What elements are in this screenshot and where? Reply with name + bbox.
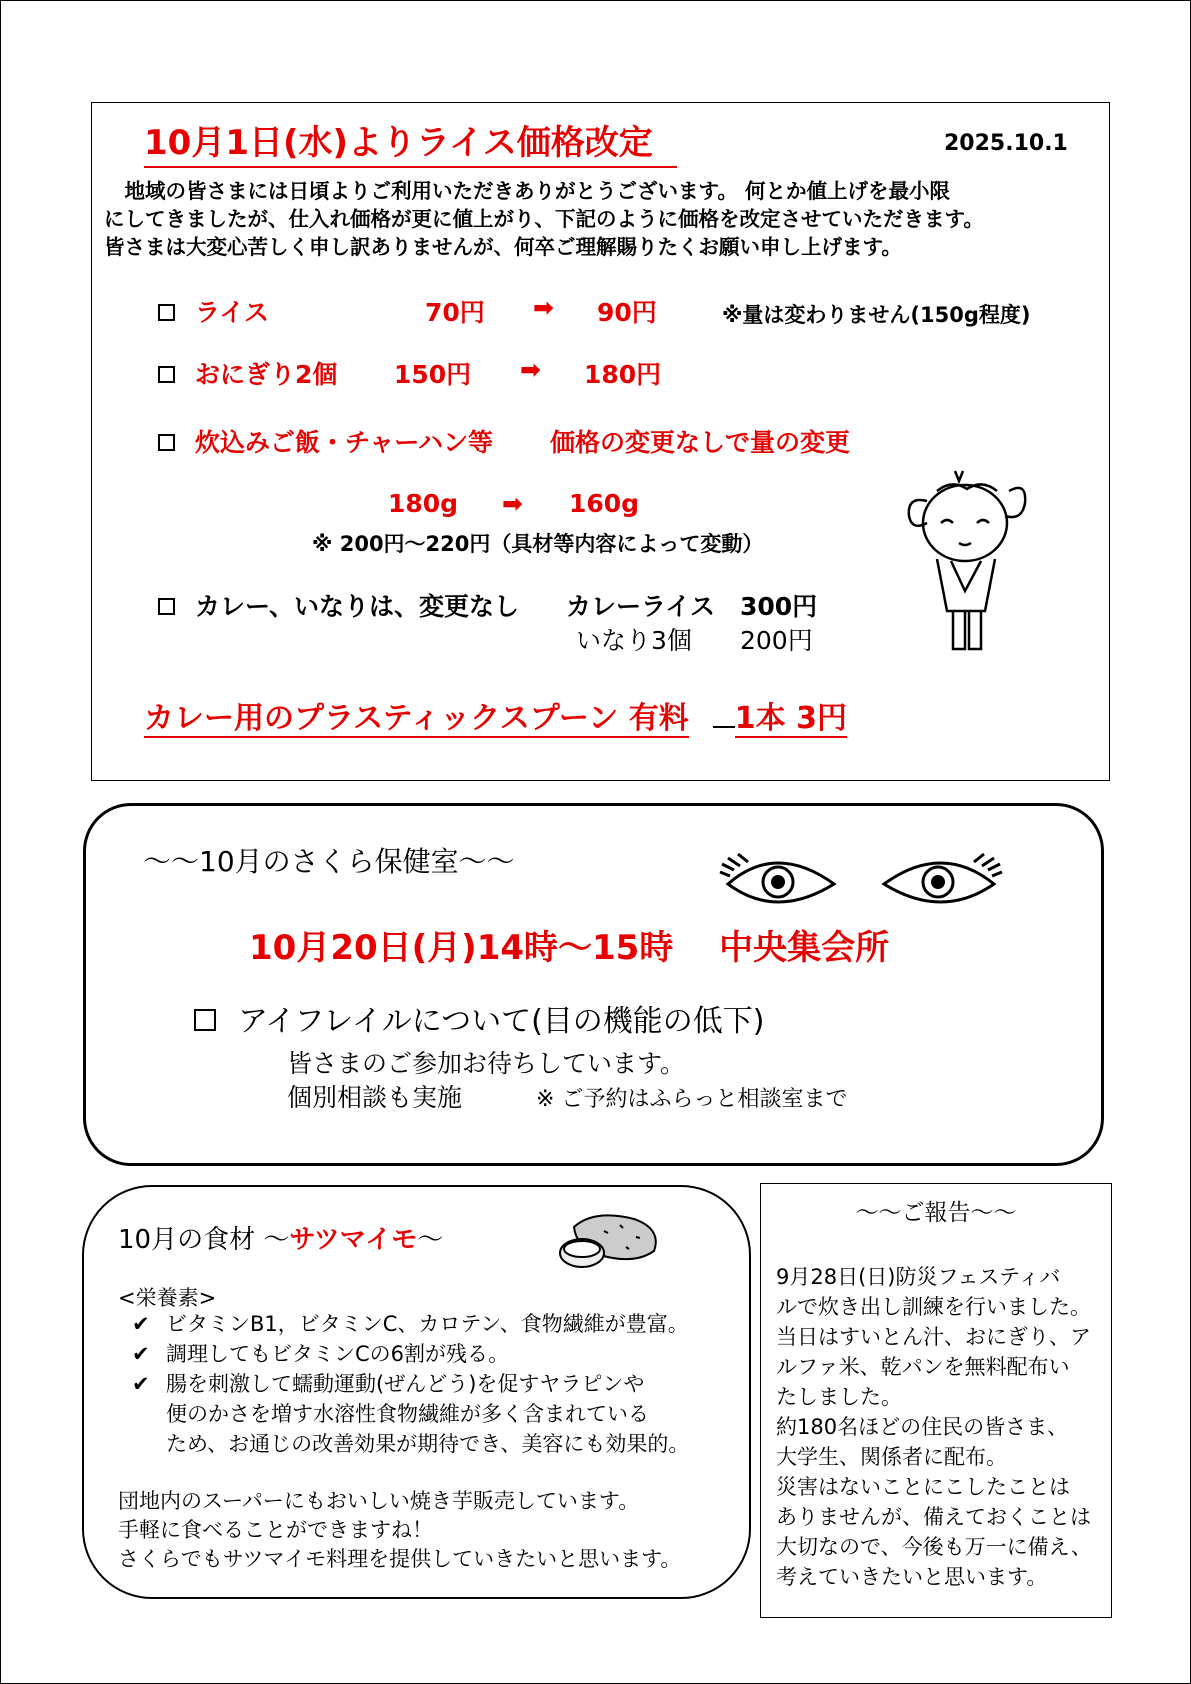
arrow-icon: ➡	[533, 293, 554, 322]
notice-intro	[104, 177, 984, 261]
sweet-potato-illustration	[554, 1207, 664, 1273]
inari-name: いなり3個	[576, 626, 692, 655]
report-line: 約180名ほどの住民の皆さま、	[776, 1415, 1069, 1439]
spoon-price: 1本 3円	[734, 701, 847, 736]
consult-line	[287, 1078, 847, 1114]
health-room-date: 10月20日(月)14時～15時 中央集会所	[249, 928, 890, 968]
checkbox	[158, 598, 175, 615]
curry-price: 300円	[740, 592, 818, 621]
wait-text: 皆さまのご参加お待ちしています。	[287, 1049, 686, 1078]
nutrient-text: 腸を刺激して蠕動運動(ぜんどう)を促すヤラピンや 便のかさを増す水溶性食物繊維が多く含まれている ため、お通じの改善効果が期待でき、美容にも効果的。	[166, 1372, 690, 1456]
eye-frail-topic	[194, 996, 765, 1040]
curry-row	[158, 587, 519, 623]
report-line: 当日はすいとん汁、おにぎり、ア	[776, 1325, 1091, 1349]
footer-line: 団地内のスーパーにもおいしい焼き芋販売しています。	[118, 1489, 640, 1513]
eyes-illustration	[716, 850, 1006, 912]
nutrients-list	[132, 1309, 689, 1459]
intro-line: 皆さまは大変心苦しく申し訳ありませんが、何卒ご理解賜りたくお願い申し上げます。	[104, 235, 902, 259]
curry-label: カレー、いなりは、変更なし	[195, 592, 520, 621]
onigiri-row	[158, 355, 337, 391]
takikomi-row	[158, 423, 493, 459]
arrow-icon: ➡	[502, 489, 523, 518]
report-box	[760, 1183, 1112, 1618]
list-item	[132, 1369, 689, 1459]
notice-date: 2025.10.1	[944, 131, 1068, 156]
spoon-notice	[144, 693, 847, 737]
health-room-title: ～～10月のさくら保健室～～	[143, 845, 515, 878]
rice-label: ライス	[195, 298, 270, 327]
checkbox	[158, 366, 175, 383]
report-line: 大学生、関係者に配布。	[776, 1445, 1007, 1469]
report-body	[776, 1262, 1106, 1592]
report-line: 災害はないことにこしたことは	[776, 1475, 1070, 1499]
report-line: ルで炊き出し訓練を行いました。	[776, 1295, 1091, 1319]
check-icon: ✔	[132, 1312, 150, 1336]
report-line: 大切なので、今後も万一に備え、	[776, 1535, 1092, 1559]
footer-line: さくらでもサツマイモ料理を提供していきたいと思います。	[118, 1547, 682, 1571]
onigiri-label: おにぎり2個	[195, 360, 338, 389]
rice-row	[158, 293, 269, 329]
report-line: 考えていきたいと思います。	[776, 1565, 1048, 1589]
rice-old-price: 70円	[425, 298, 485, 327]
inari-price: 200円	[740, 626, 813, 655]
price-notice-box	[91, 102, 1110, 781]
curry-name: カレーライス	[566, 592, 716, 621]
onigiri-new-price: 180円	[584, 360, 662, 389]
food-footer	[118, 1487, 681, 1574]
food-title-item: サツマイモ	[289, 1225, 418, 1255]
spoon-text: カレー用のプラスティックスプーン 有料	[144, 701, 689, 736]
check-icon: ✔	[132, 1372, 150, 1396]
report-line: 9月28日(日)防災フェスティバ	[776, 1265, 1061, 1289]
nutrient-text: ビタミンB1，ビタミンC、カロテン、食物繊維が豊富。	[166, 1312, 689, 1336]
checkbox	[158, 304, 175, 321]
underline-gap	[713, 726, 735, 728]
food-title	[118, 1219, 443, 1256]
consult-text: 個別相談も実施	[287, 1083, 463, 1112]
arrow-icon: ➡	[520, 355, 541, 384]
price-notice-title: 10月1日(水)よりライス価格改定	[144, 115, 677, 168]
report-line: たしました。	[776, 1385, 902, 1409]
footer-line: 手軽に食べることができますね！	[118, 1518, 433, 1542]
food-title-suffix: ～	[417, 1225, 444, 1255]
checkbox	[158, 434, 175, 451]
checkbox	[194, 1009, 216, 1031]
list-item	[132, 1339, 689, 1369]
rice-new-price: 90円	[597, 298, 657, 327]
report-line: ありませんが、備えておくことは	[776, 1505, 1091, 1529]
nutrients-heading: <栄養素>	[118, 1286, 217, 1310]
report-title: ～～ご報告～～	[855, 1200, 1017, 1226]
intro-line: にしてきましたが、仕入れ価格が更に値上がり、下記のように価格を改定させていただきます。	[104, 207, 984, 231]
check-icon: ✔	[132, 1342, 150, 1366]
takikomi-note: ※ 200円～220円（具材等内容によって変動）	[312, 532, 764, 556]
nutrient-text: 調理してもビタミンCの6割が残る。	[166, 1342, 510, 1366]
takikomi-old-amount: 180g	[388, 489, 459, 518]
consult-note: ※ ご予約はふらっと相談室まで	[536, 1087, 848, 1112]
food-title-prefix: 10月の食材 ～	[118, 1225, 290, 1255]
list-item	[132, 1309, 689, 1339]
health-room-box	[83, 803, 1104, 1166]
takikomi-new-amount: 160g	[569, 489, 640, 518]
topic-text: アイフレイルについて(目の機能の低下)	[238, 1004, 765, 1039]
onigiri-old-price: 150円	[394, 360, 472, 389]
rice-note: ※量は変わりません(150g程度)	[722, 303, 1031, 327]
takikomi-desc: 価格の変更なしで量の変更	[550, 428, 851, 457]
intro-line: 地域の皆さまには日頃よりご利用いただきありがとうございます。 何とか値上げを最小限	[104, 179, 950, 203]
bowing-person-illustration	[897, 461, 1032, 661]
food-box	[82, 1185, 751, 1599]
takikomi-label: 炊込みご飯・チャーハン等	[195, 428, 494, 457]
report-line: ルファ米、乾パンを無料配布い	[776, 1355, 1070, 1379]
